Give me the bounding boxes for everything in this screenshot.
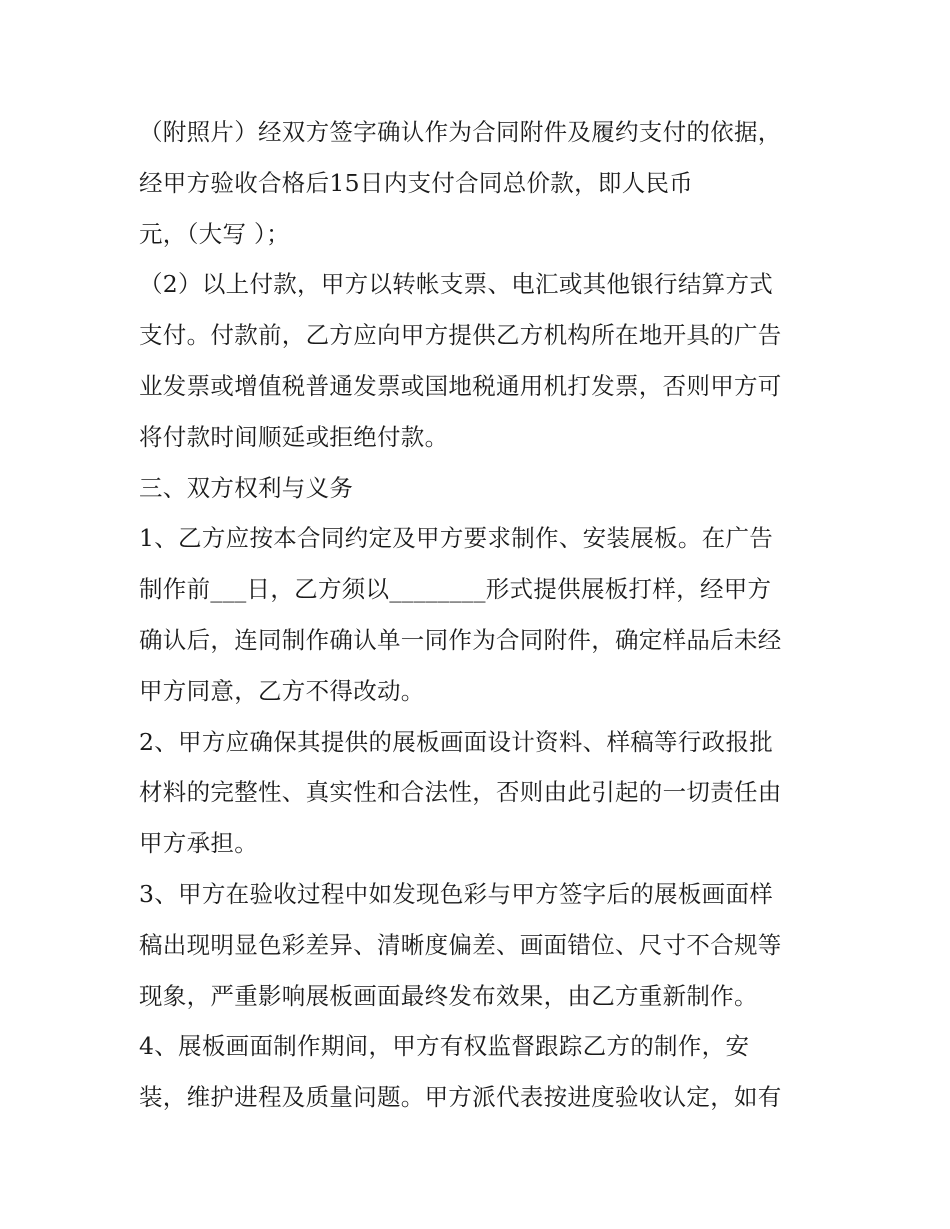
text-line: 4、展板画面制作期间，甲方有权监督跟踪乙方的制作，安 bbox=[139, 1032, 750, 1061]
text-line: 元，（大写 ）； bbox=[139, 219, 290, 248]
text-line: 将付款时间顺延或拒绝付款。 bbox=[139, 422, 449, 451]
text-line: 稿出现明显色彩差异、清晰度偏差、画面错位、尺寸不合规等 bbox=[139, 930, 782, 959]
text-line: 3、甲方在验收过程中如发现色彩与甲方签字后的展板画面样 bbox=[139, 879, 774, 908]
text-line: 业发票或增值税普通发票或国地税通用机打发票，否则甲方可 bbox=[139, 371, 782, 400]
text-line: 经甲方验收合格后15日内支付合同总价款，即人民币 bbox=[139, 168, 694, 197]
text-line: （附照片）经双方签字确认作为合同附件及履约支付的依据， bbox=[139, 118, 782, 146]
text-line: 甲方同意，乙方不得改动。 bbox=[139, 676, 425, 705]
text-line: 确认后，连同制作确认单一同作为合同附件，确定样品后未经 bbox=[139, 625, 782, 654]
text-line: 装，维护进程及质量问题。甲方派代表按进度验收认定，如有 bbox=[139, 1083, 782, 1112]
text-line: 2、甲方应确保其提供的展板画面设计资料、样稿等行政报批 bbox=[139, 727, 774, 756]
text-line: 1、乙方应按本合同约定及甲方要求制作、安装展板。在广告 bbox=[139, 524, 774, 553]
text-line: 现象，严重影响展板画面最终发布效果，由乙方重新制作。 bbox=[139, 981, 758, 1010]
text-line: （2）以上付款，甲方以转帐支票、电汇或其他银行结算方式 bbox=[139, 270, 774, 299]
text-line: 甲方承担。 bbox=[139, 829, 258, 858]
text-line: 材料的完整性、真实性和合法性，否则由此引起的一切责任由 bbox=[139, 778, 782, 807]
document-body bbox=[139, 107, 839, 1123]
section-heading: 三、双方权利与义务 bbox=[139, 473, 354, 502]
text-line: 制作前___日，乙方须以________形式提供展板打样，经甲方 bbox=[139, 575, 772, 604]
text-line: 支付。付款前，乙方应向甲方提供乙方机构所在地开具的广告 bbox=[139, 321, 782, 350]
